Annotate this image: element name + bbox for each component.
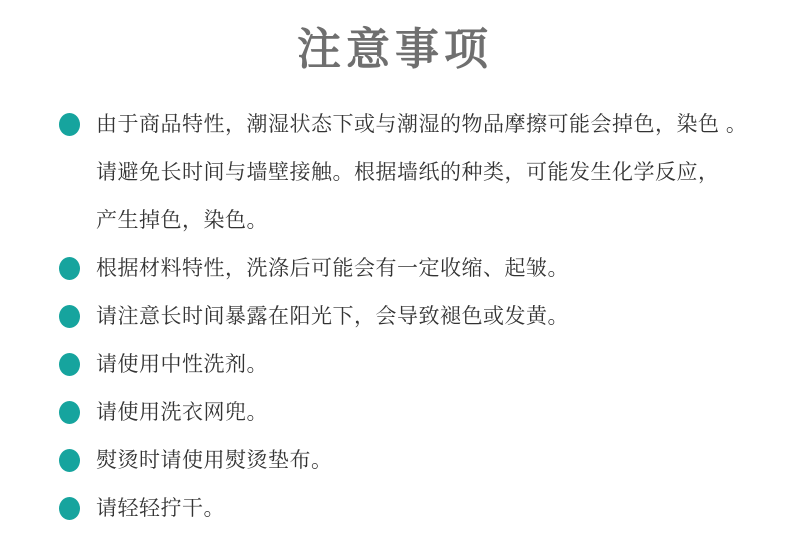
- item-lines: [96, 389, 268, 437]
- bullet-icon: [59, 257, 80, 280]
- notice-item: [59, 485, 754, 533]
- notice-item: [59, 437, 754, 485]
- notice-line: 产生掉色，染色。: [96, 209, 268, 232]
- bullet-icon: [59, 401, 80, 424]
- notice-line: 请使用洗衣网兜。: [96, 401, 268, 424]
- page-title: 注意事项: [297, 25, 493, 74]
- notice-item: [59, 389, 754, 437]
- notice-line: 请避免长时间与墙壁接触。根据墙纸的种类，可能发生化学反应，: [96, 161, 720, 184]
- notice-item: [59, 101, 754, 245]
- bullet-icon: [59, 353, 80, 376]
- bullet-icon: [59, 305, 80, 328]
- bullet-icon: [59, 449, 80, 472]
- notice-list: [59, 101, 754, 533]
- notice-item: [59, 245, 754, 293]
- item-lines: [96, 341, 268, 389]
- notice-line: 由于商品特性，潮湿状态下或与潮湿的物品摩擦可能会掉色，染色 。: [96, 113, 748, 136]
- notice-line: 熨烫时请使用熨烫垫布。: [96, 449, 333, 472]
- item-lines: [96, 101, 747, 245]
- notice-line: 请使用中性洗剂。: [96, 353, 268, 376]
- item-lines: [96, 293, 569, 341]
- item-lines: [96, 245, 569, 293]
- notice-item: [59, 293, 754, 341]
- bullet-icon: [59, 113, 80, 136]
- item-lines: [96, 437, 333, 485]
- notice-line: 根据材料特性，洗涤后可能会有一定收缩、起皱。: [96, 257, 569, 280]
- item-lines: [96, 485, 225, 533]
- notice-line: 请轻轻拧干。: [96, 497, 225, 520]
- notice-line: 请注意长时间暴露在阳光下，会导致褪色或发黄。: [96, 305, 569, 328]
- notice-item: [59, 341, 754, 389]
- bullet-icon: [59, 497, 80, 520]
